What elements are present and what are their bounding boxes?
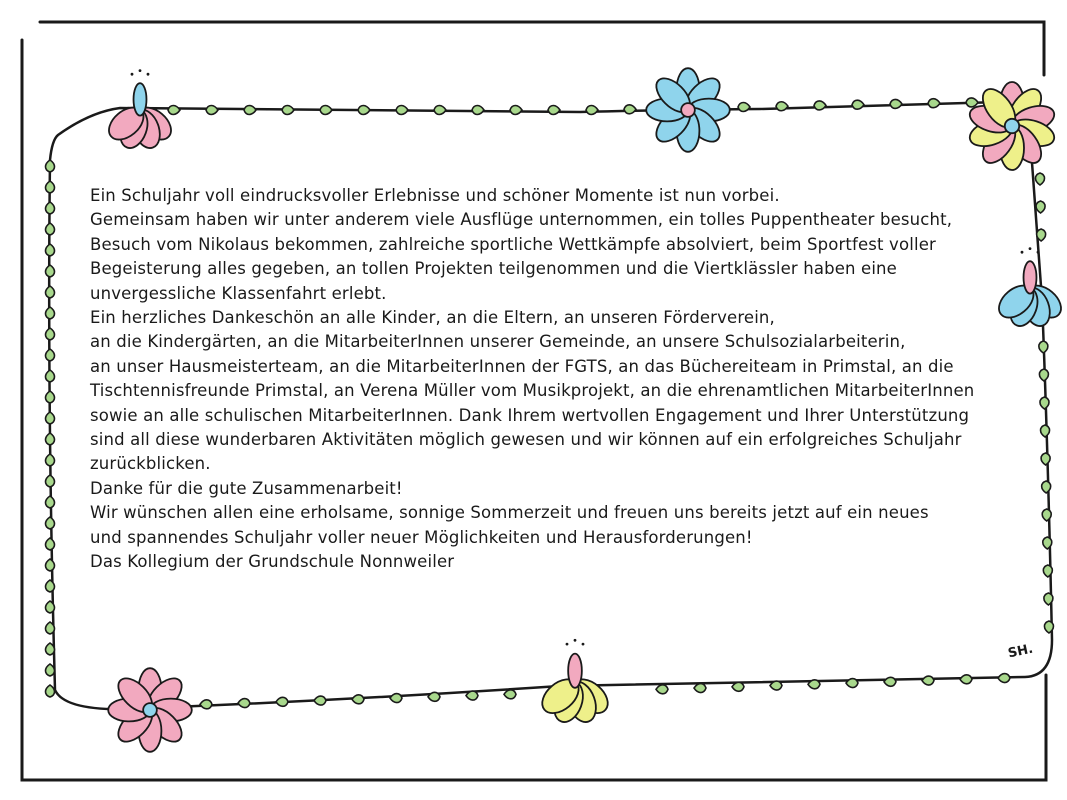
leaf-icon	[814, 101, 826, 110]
leaf-icon	[46, 496, 55, 508]
letter-text	[90, 184, 1040, 575]
leaf-icon	[852, 100, 864, 109]
leaf-icon	[46, 517, 55, 529]
leaf-icon	[46, 370, 55, 382]
leaf-icon	[46, 265, 55, 277]
leaf-icon	[586, 106, 598, 115]
leaf-icon	[206, 106, 218, 115]
letter-line: unvergessliche Klassenfahrt erlebt.	[90, 283, 387, 303]
yellow-flower-bottom-center-icon	[536, 639, 614, 726]
leaf-icon	[1039, 341, 1048, 353]
leaf-icon	[466, 691, 478, 700]
leaf-icon	[46, 622, 55, 634]
leaf-icon	[46, 643, 55, 655]
leaf-icon	[1042, 509, 1051, 521]
leaf-icon	[1040, 397, 1049, 409]
letter-line: Begeisterung alles gegeben, an tollen Projekten teilgenommen und die Viertklässler haben eine	[90, 259, 897, 279]
leaf-icon	[504, 690, 516, 699]
leaf-icon	[1039, 369, 1048, 381]
leaf-icon	[46, 538, 55, 550]
leaf-icon	[46, 475, 55, 487]
leaf-icon	[396, 106, 408, 115]
leaf-icon	[1043, 537, 1052, 549]
pink-yellow-flower-top-right-icon	[966, 82, 1057, 170]
letter-line: sowie an alle schulischen MitarbeiterInnen. Dank Ihrem wertvollen Engagement und Ihrer Unterstützung	[90, 405, 970, 425]
leaf-icon	[314, 696, 326, 705]
letter-line: Wir wünschen allen eine erholsame, sonnige Sommerzeit und freuen uns bereits jetzt auf ein neues	[90, 503, 929, 523]
leaf-icon	[694, 684, 706, 693]
leaf-icon	[46, 328, 55, 340]
leaf-icon	[46, 580, 55, 592]
letter-line: Das Kollegium der Grundschule Nonnweiler	[90, 552, 455, 572]
letter-line: an unser Hausmeisterteam, an die MitarbeiterInnen der FGTS, an das Büchereiteam in Primstal, an die	[90, 356, 954, 376]
leaf-icon	[928, 99, 940, 108]
leaf-icon	[46, 286, 55, 298]
leaf-icon	[472, 106, 484, 115]
letter-line: Ein herzliches Dankeschön an alle Kinder, an die Eltern, an unseren Förderverein,	[90, 308, 775, 328]
leaf-icon	[358, 106, 370, 115]
leaf-icon	[732, 682, 744, 691]
leaf-icon	[200, 700, 212, 709]
leaf-icon	[46, 160, 55, 172]
letter-line: Tischtennisfreunde Primstal, an Verena Müller vom Musikprojekt, an die ehrenamtlichen MitarbeiterInnen	[90, 381, 975, 401]
leaf-icon	[656, 685, 668, 694]
leaf-icon	[1041, 453, 1050, 465]
leaf-icon	[46, 349, 55, 361]
leaf-icon	[352, 695, 364, 704]
leaf-icon	[244, 106, 256, 115]
leaf-icon	[770, 681, 782, 690]
leaf-icon	[1044, 621, 1053, 633]
leaf-icon	[46, 307, 55, 319]
leaf-icon	[390, 694, 402, 703]
leaf-icon	[998, 674, 1010, 683]
leaf-icon	[46, 412, 55, 424]
leaf-icon	[428, 692, 440, 701]
leaf-icon	[46, 223, 55, 235]
leaf-icon	[46, 664, 55, 676]
leaf-icon	[808, 680, 820, 689]
leaf-icon	[624, 105, 636, 114]
leaf-icon	[168, 106, 180, 115]
leaf-icon	[1044, 593, 1053, 605]
leaf-icon	[46, 454, 55, 466]
leaf-icon	[548, 106, 560, 115]
leaf-icon	[46, 685, 55, 697]
leaf-icon	[46, 433, 55, 445]
letter-line: zurückblicken.	[90, 454, 211, 474]
leaf-icon	[1041, 425, 1050, 437]
leaf-icon	[776, 102, 788, 111]
leaf-icon	[434, 106, 446, 115]
pink-flower-bottom-left-icon	[108, 668, 192, 752]
letter-line: Besuch vom Nikolaus bekommen, zahlreiche sportliche Wettkämpfe absolviert, beim Sportfest voller	[90, 234, 936, 254]
leaf-icon	[238, 699, 250, 708]
leaf-icon	[890, 99, 902, 108]
letter-line: sind all diese wunderbaren Aktivitäten möglich gewesen und wir können auf ein erfolgreiches Schuljahr	[90, 430, 962, 450]
leaf-icon	[282, 106, 294, 115]
leaf-icon	[276, 697, 288, 706]
leaf-icon	[846, 679, 858, 688]
letter-line: Ein Schuljahr voll eindrucksvoller Erlebnisse und schöner Momente ist nun vorbei.	[90, 186, 780, 205]
letter-line: und spannendes Schuljahr voller neuer Möglichkeiten und Herausforderungen!	[90, 527, 753, 547]
leaf-icon	[922, 676, 934, 685]
leaf-icon	[966, 98, 978, 107]
leaf-icon	[46, 244, 55, 256]
letter-line: Gemeinsam haben wir unter anderem viele Ausflüge unternommen, ein tolles Puppentheater besucht,	[90, 210, 953, 230]
letter-line: Danke für die gute Zusammenarbeit!	[90, 478, 403, 498]
leaf-icon	[1042, 481, 1051, 493]
leaf-icon	[738, 103, 750, 112]
leaf-icon	[320, 106, 332, 115]
leaf-icon	[1043, 565, 1052, 577]
leaf-icon	[46, 559, 55, 571]
artist-signature: SH.	[1006, 641, 1035, 662]
leaf-icon	[960, 675, 972, 684]
letter-line: an die Kindergärten, an die MitarbeiterInnen unserer Gemeinde, an unsere Schulsozialarbeiterin,	[90, 332, 906, 352]
leaf-icon	[46, 202, 55, 214]
leaf-icon	[46, 601, 55, 613]
leaf-icon	[46, 181, 55, 193]
leaf-icon	[884, 677, 896, 686]
leaf-icon	[46, 391, 55, 403]
leaf-icon	[510, 106, 522, 115]
blue-flower-top-center-icon	[646, 68, 730, 152]
pink-flower-top-left-icon	[103, 69, 177, 152]
